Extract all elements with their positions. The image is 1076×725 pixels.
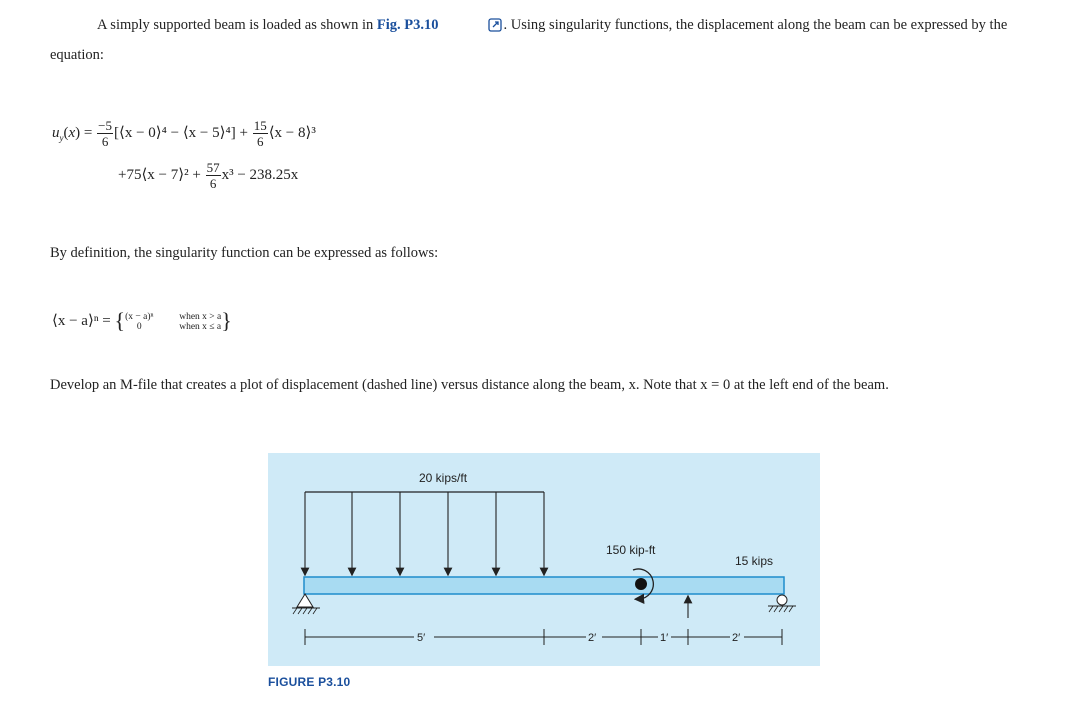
distributed-load-label: 20 kips/ft xyxy=(419,471,468,485)
point-load-label: 15 kips xyxy=(735,554,774,568)
fraction-15-6: $\frac{15}{6}$ xyxy=(253,118,267,149)
dimension-label-2ft-b: 2′ xyxy=(732,632,741,644)
left-pin-support xyxy=(292,594,320,614)
intro-text: A simply supported beam is loaded as shown in xyxy=(97,17,377,33)
beam-figure xyxy=(268,453,820,666)
fraction-57-6: $\frac{57}{6}$ xyxy=(206,160,220,191)
figure-caption: FIGURE P3.10 xyxy=(268,675,351,689)
intro-text-continued: . Using singularity functions, the displacement along the beam can be expressed by the equation: xyxy=(50,17,1008,63)
singularity-cases-values: (x − a)ⁿ 0 xyxy=(125,311,154,332)
definition-paragraph: By definition, the singularity function can be expressed as follows: xyxy=(50,245,439,261)
moment-label: 150 kip-ft xyxy=(606,543,656,557)
eq-lhs-subscript: y xyxy=(59,132,64,143)
eq-term-x-minus-8: ⟨x − 8⟩³ xyxy=(268,124,316,141)
beam xyxy=(304,577,784,594)
moment-point xyxy=(635,578,647,590)
right-roller-support xyxy=(768,595,796,612)
external-link-icon[interactable] xyxy=(441,15,502,42)
eq-lhs-symbol: u xyxy=(52,124,60,141)
eq-term-x-minus-7: +75⟨x − 7⟩² + xyxy=(118,166,201,183)
distributed-load-arrows xyxy=(305,492,544,572)
dimension-label-1ft: 1′ xyxy=(660,632,669,644)
beam-diagram xyxy=(268,453,820,666)
figure-reference-link[interactable]: Fig. P3.10 xyxy=(376,17,439,33)
dimension-label-5ft: 5′ xyxy=(417,632,426,644)
dimension-label-2ft-a: 2′ xyxy=(588,632,597,644)
eq-bracket-term: [⟨x − 0⟩⁴ − ⟨x − 5⟩⁴] xyxy=(113,124,236,141)
displacement-equation-line1: $u_y(x)$ = $\frac{-5}{6}$ [⟨x − 0⟩⁴ − ⟨x − 5⟩⁴] + $\frac{15}{6}$ ⟨x − 8⟩³ xyxy=(52,118,316,149)
intro-paragraph xyxy=(50,12,1046,69)
task-paragraph: Develop an M-file that creates a plot of displacement (dashed line) versus distance along the beam, x. Note that x = 0 at the left end of the beam. xyxy=(50,377,889,393)
eq-term-cubic-linear: x³ − 238.25x xyxy=(221,166,299,183)
singularity-cases-conditions: when x > a when x ≤ a xyxy=(179,311,222,332)
singularity-lhs: ⟨x − a⟩ⁿ = xyxy=(52,313,111,329)
singularity-definition: ⟨x − a⟩ⁿ = { (x − a)ⁿ 0 when x > a when x ≤ a } xyxy=(52,308,232,333)
fraction-neg5-6: $\frac{-5}{6}$ xyxy=(98,118,112,149)
displacement-equation-line2 xyxy=(118,160,298,191)
